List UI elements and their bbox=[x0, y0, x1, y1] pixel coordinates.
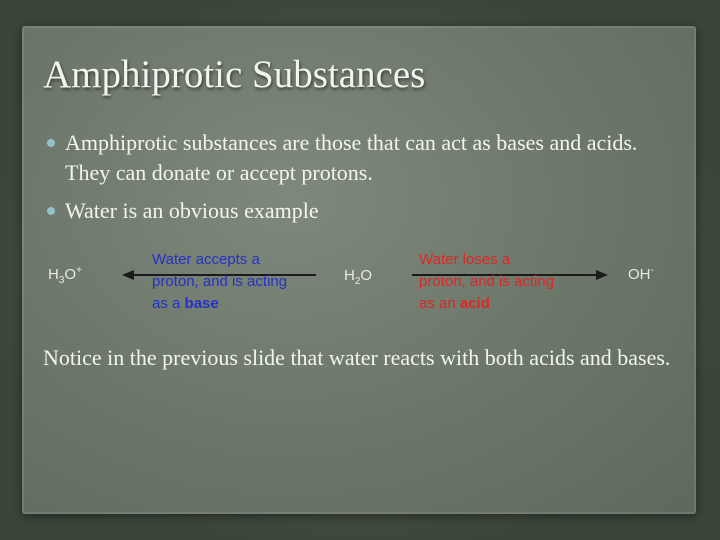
hydroxide-label: OH- bbox=[628, 265, 654, 283]
bullet-item bbox=[47, 196, 677, 226]
hydronium-label: $H_3O^+$ bbox=[48, 265, 82, 286]
right-caption-line2: proton, and is acting bbox=[419, 273, 555, 290]
reaction-diagram bbox=[40, 245, 680, 325]
bullet-list bbox=[47, 128, 677, 234]
right-arrow-head-icon bbox=[596, 270, 608, 280]
bullet-text: Water is an obvious example bbox=[65, 198, 319, 223]
right-caption-line3: as an acid bbox=[419, 295, 490, 312]
left-caption-line1: Water accepts a bbox=[152, 251, 260, 268]
bullet-text: Amphiprotic substances are those that can act as bases and acids. They can donate or accept protons. bbox=[65, 130, 638, 185]
left-caption-line3: as a base bbox=[152, 295, 219, 312]
bullet-item bbox=[47, 128, 677, 188]
notice-text: Notice in the previous slide that water reacts with both acids and bases. bbox=[43, 345, 671, 370]
water-label: $H_2O$ bbox=[344, 267, 373, 287]
slide-title: Amphiprotic Substances bbox=[43, 53, 426, 96]
right-caption-line1: Water loses a bbox=[419, 251, 511, 268]
right-caption bbox=[419, 249, 554, 315]
bullet-dot-icon bbox=[47, 207, 55, 215]
left-caption-line2: proton, and is acting bbox=[152, 273, 288, 290]
left-caption bbox=[152, 249, 287, 315]
bullet-dot-icon bbox=[47, 139, 55, 147]
